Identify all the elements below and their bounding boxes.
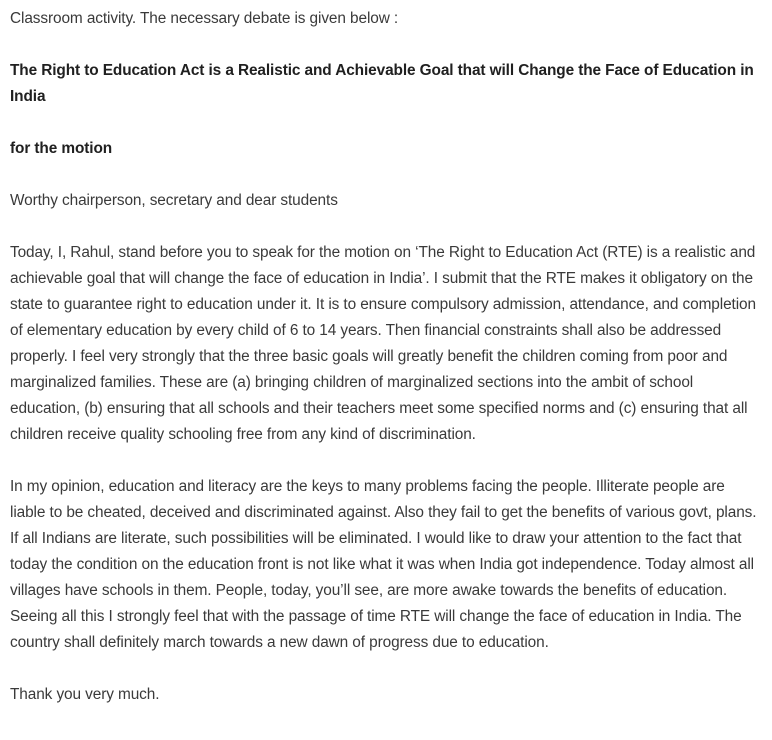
motion-side-heading: for the motion <box>10 140 113 157</box>
body-paragraph-1: Today, I, Rahul, stand before you to speak for the motion on ‘The Right to Education Act (RTE) is a realistic and achievable goal that will change the face of education in India’. I submit that the RTE makes it obligatory on the state to guarantee right to education under it. It is to ensure compulsory admission, attendance, and completion of elementary education by every child of 6 to 14 years. Then financial constraints shall also be addressed properly. I feel very strongly that the three basic goals will greatly benefit the children coming from poor and marginalized families. These are (a) bringing children of marginalized sections into the ambit of school education, (b) ensuring that all schools and their teachers meet some specified norms and (c) ensuring that all children receive quality schooling free from any kind of discrimination. <box>10 244 756 443</box>
closing-text: Thank you very much. <box>10 686 160 703</box>
debate-title: The Right to Education Act is a Realistic and Achievable Goal that will Change the Face of Education in India <box>10 62 754 105</box>
body-paragraph-2: In my opinion, education and literacy are the keys to many problems facing the people. Illiterate people are liable to be cheated, deceived and discriminated against. Also they fail to get the benefits of various govt, plans. If all Indians are literate, such possibilities will be eliminated. I would like to draw your attention to the fact that today the condition on the education front is not like what it was when India got independence. Today almost all villages have schools in them. People, today, you’ll see, are more awake towards the benefits of education. Seeing all this I strongly feel that with the passage of time RTE will change the face of education in India. The country shall definitely march towards a new dawn of progress due to education. <box>10 478 757 651</box>
intro-text: Classroom activity. The necessary debate is given below : <box>10 10 399 27</box>
greeting-text: Worthy chairperson, secretary and dear students <box>10 192 338 209</box>
